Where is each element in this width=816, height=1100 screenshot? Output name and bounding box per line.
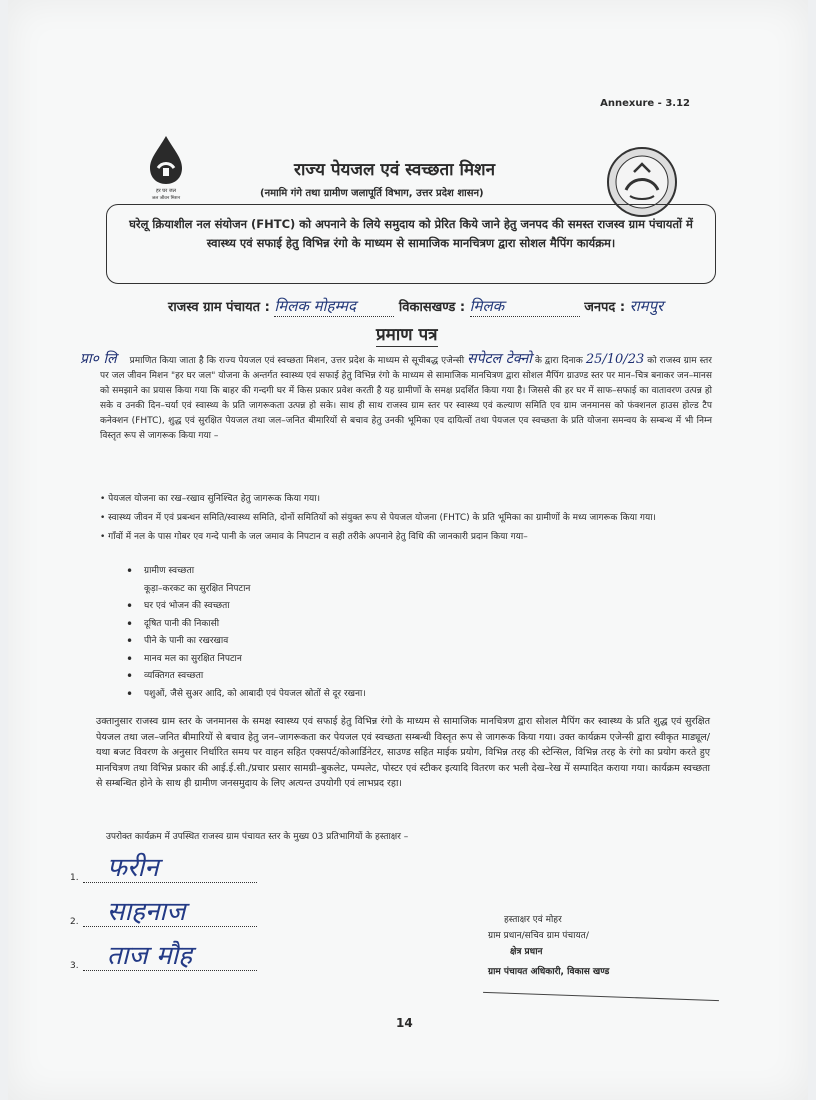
bullet-1: • पेयजल योजना का रख–रखाव सुनिश्चित हेतु जागरूक किया गया। xyxy=(100,494,321,504)
programme-title-text: घरेलू क्रियाशील नल संयोजन (FHTC) को अपनाने के लिये समुदाय को प्रेरित किये जाने हेतु जनपद की समस्त राजस्व ग्राम पंचायतों में स्वास्थ्य एवं सफाई हेतु विभिन्न रंगो के माध्यम से सामाजिक मानचित्रण द्वारा सोशल मैपिंग कार्यक्रम। xyxy=(129,217,693,250)
gp-value: मिलक मोहम्मद xyxy=(274,297,356,315)
bullet-3: • गाँवों में नल के पास गोबर एव गन्दे पानी के जल जमाव के निपटान व सही तरीके अपनाने हेतु विधि की जानकारी प्रदान किया गया– xyxy=(100,532,528,542)
hw-agency: सपेटल टेक्नो xyxy=(467,351,532,367)
signature-1 xyxy=(70,853,270,883)
list-item: • व्यक्तिगत स्वच्छता xyxy=(126,668,366,686)
stamp-line-3: क्षेत्र प्रधान xyxy=(510,947,543,957)
svg-text:जल जीवन मिशन: जल जीवन मिशन xyxy=(151,196,181,201)
signature-2 xyxy=(70,897,270,927)
signature-1-name: फरीन xyxy=(106,853,159,883)
stamp-block xyxy=(488,912,728,980)
list-item: • पशुओं, जैसे सुअर आदि, को आबादी एवं पेयजल स्रोतों से दूर रखना। xyxy=(126,686,366,704)
bullet-list xyxy=(100,492,720,549)
participants-note: उपरोक्त कार्यक्रम में उपस्थित राजस्व ग्राम पंचायत स्तर के मुख्य 03 प्रतिभागियों के हस्ताक्षर – xyxy=(106,832,409,842)
list-item: कूड़ा–करकट का सुरक्षित निपटान xyxy=(144,583,251,594)
header-subtitle: (नमामि गंगे तथा ग्रामीण जलापूर्ति विभाग, उत्तर प्रदेश शासन) xyxy=(260,188,484,199)
list-item: • मानव मल का सुरक्षित निपटान xyxy=(126,651,366,669)
sub-item-list xyxy=(126,563,366,703)
p1-c: को राजस्व ग्राम स्तर पर जल जीवन मिशन "हर घर जल" योजना के अन्तर्गत स्वास्थ्य एवं सफाई हेतु विभिन्न रंगो के माध्यम से सामाजिक मानचित्रण द्वारा सोशल मैपिंग ग्राउण्ड स्तर पर मान–चित्र बनाकर जन–मानस को समझाने का प्रयास किया गया कि बाहर की गन्दगी घर में किस प्रकार प्रवेश करती है यह ग्रामीणों के समक्ष प्रदर्शित किया गया है। जिससे की हर घर में साफ–सफाई का वातावरण उत्पन्न हो सके व उनकी दिन–चर्या एवं स्वास्थ्य के प्रति जागरूकता उत्पन्न हो सके। साथ ही साथ राजस्व ग्राम स्तर पर स्वास्थ्य एवं कल्याण समिति एव ग्राम जनमानस को फंक्शनल हाउस होल्ड टैप कनेक्शन (FHTC), शुद्ध एवं सुरक्षित पेयजल तथा जल–जनित बीमारियों से बचाव हेतु उनकी भूमिका एव दायित्वों तथा पेयजल एव स्वच्छता के प्रति योजना समन्वय के सम्बन्ध में भी निम्न विस्तृत रूप से जागरूक किया गया – xyxy=(100,356,712,441)
block-value: मिलक xyxy=(469,297,505,315)
district-label: जनपद : xyxy=(584,300,626,315)
bullet-2-text: स्वास्थ्य जीवन में एवं प्रबन्धन समिति/स्वास्थ्य समिति, दोनों समितियों को संयुक्त रूप से पेयजल योजना (FHTC) के प्रति भूमिका का ग्रामीणों के मध्य जागरूक किया गया। xyxy=(108,513,656,523)
har-ghar-jal-logo xyxy=(136,132,196,202)
header-title: राज्य पेयजल एवं स्वच्छता मिशन xyxy=(294,160,496,180)
document-page xyxy=(8,0,808,1100)
list-item: • पीने के पानी का रखरखाव xyxy=(126,633,366,651)
hw-prefix: प्रा० लि xyxy=(80,351,117,367)
signature-2-name: साहनाज xyxy=(106,897,186,927)
location-row xyxy=(168,296,688,317)
signature-2-num: 2. xyxy=(70,917,79,927)
bullet-1-text: पेयजल योजना का रख–रखाव सुनिश्चित हेतु जागरूक किया गया। xyxy=(108,494,321,504)
list-item: • घर एवं भोजन की स्वच्छता xyxy=(126,598,366,616)
certificate-title: प्रमाण पत्र xyxy=(376,322,438,347)
signature-3 xyxy=(70,941,270,971)
district-value: रामपुर xyxy=(629,297,664,315)
block-label: विकासखण्ड : xyxy=(398,300,466,315)
body-paragraph-2: उक्तानुसार राजस्व ग्राम स्तर के जनमानस के समक्ष स्वास्थ्य एवं सफाई हेतु विभिन्न रंगो के माध्यम से सामाजिक मानचित्रण द्वारा सोशल मैपिंग कर स्वास्थ्य के प्रति शुद्ध एवं सुरक्षित पेयजल तथा जल–जनित बीमारियों से बचाव हेतु जन–जागरूकता कर पेयजल एवं स्वच्छता सम्बन्धी विस्तृत रूप से जागरूक किया गया। उक्त कार्यक्रम एजेन्सी द्वारा स्वीकृत माड्यूल/यथा बजट विवरण के अनुसार निर्धारित समय पर वाहन सहित एक्सपर्ट/कोआर्डिनेटर, साउण्ड सहित माईक प्रयोग, विभिन्न तरह की स्टेन्सिल, विभिन्न तरह के रंगो का प्रयोग करते हुए मानचित्रण तथा विभिन्न प्रकार की आई.ई.सी./प्रचार प्रसार सामग्री–बुकलेट, पम्पलेट, पोस्टर एवं स्टीकर इत्यादि वितरण कर भली देख–रेख में सम्पादित कराया गया। कार्यक्रम स्वच्छता से सम्बन्धित होने के साथ ही ग्रामीण जनसमुदाय के लिए अत्यन्त उपयोगी एवं लाभप्रद रहा। xyxy=(96,716,710,789)
list-item: • ग्रामीण स्वच्छता xyxy=(126,563,366,581)
signature-3-num: 3. xyxy=(70,961,79,971)
annexure-label: Annexure - 3.12 xyxy=(600,98,690,109)
p1-b: के द्वारा दिनाक xyxy=(534,356,583,366)
stamp-line-2: ग्राम प्रधान/सचिव ग्राम पंचायत/ xyxy=(488,931,589,941)
signature-underline xyxy=(483,992,719,1001)
body-paragraph-1 xyxy=(80,351,712,444)
list-item: • दूषित पानी की निकासी xyxy=(126,616,366,634)
signature-1-num: 1. xyxy=(70,873,79,883)
stamp-line-1: हस्ताक्षर एवं मोहर xyxy=(504,915,562,925)
page-number: 14 xyxy=(396,1016,413,1030)
stamp-line-4: ग्राम पंचायत अधिकारी, विकास खण्ड xyxy=(488,967,610,977)
signature-3-name: ताज मौह xyxy=(106,941,193,971)
p1-a: प्रमाणित किया जाता है कि राज्य पेयजल एवं स्वच्छता मिशन, उत्तर प्रदेश के माध्यम से सूचीबद्ध एजेन्सी xyxy=(129,356,465,366)
hw-date: 25/10/23 xyxy=(585,352,645,367)
bullet-2: • स्वास्थ्य जीवन में एवं प्रबन्धन समिति/स्वास्थ्य समिति, दोनों समितियों को संयुक्त रूप से पेयजल योजना (FHTC) के प्रति भूमिका का ग्रामीणों के मध्य जागरूक किया गया। xyxy=(100,513,656,523)
bullet-3-text: गाँवों में नल के पास गोबर एव गन्दे पानी के जल जमाव के निपटान व सही तरीके अपनाने हेतु विधि की जानकारी प्रदान किया गया– xyxy=(108,532,528,542)
programme-title-box xyxy=(106,204,716,284)
svg-text:हर घर जल: हर घर जल xyxy=(156,188,176,194)
gp-label: राजस्व ग्राम पंचायत : xyxy=(168,300,270,315)
